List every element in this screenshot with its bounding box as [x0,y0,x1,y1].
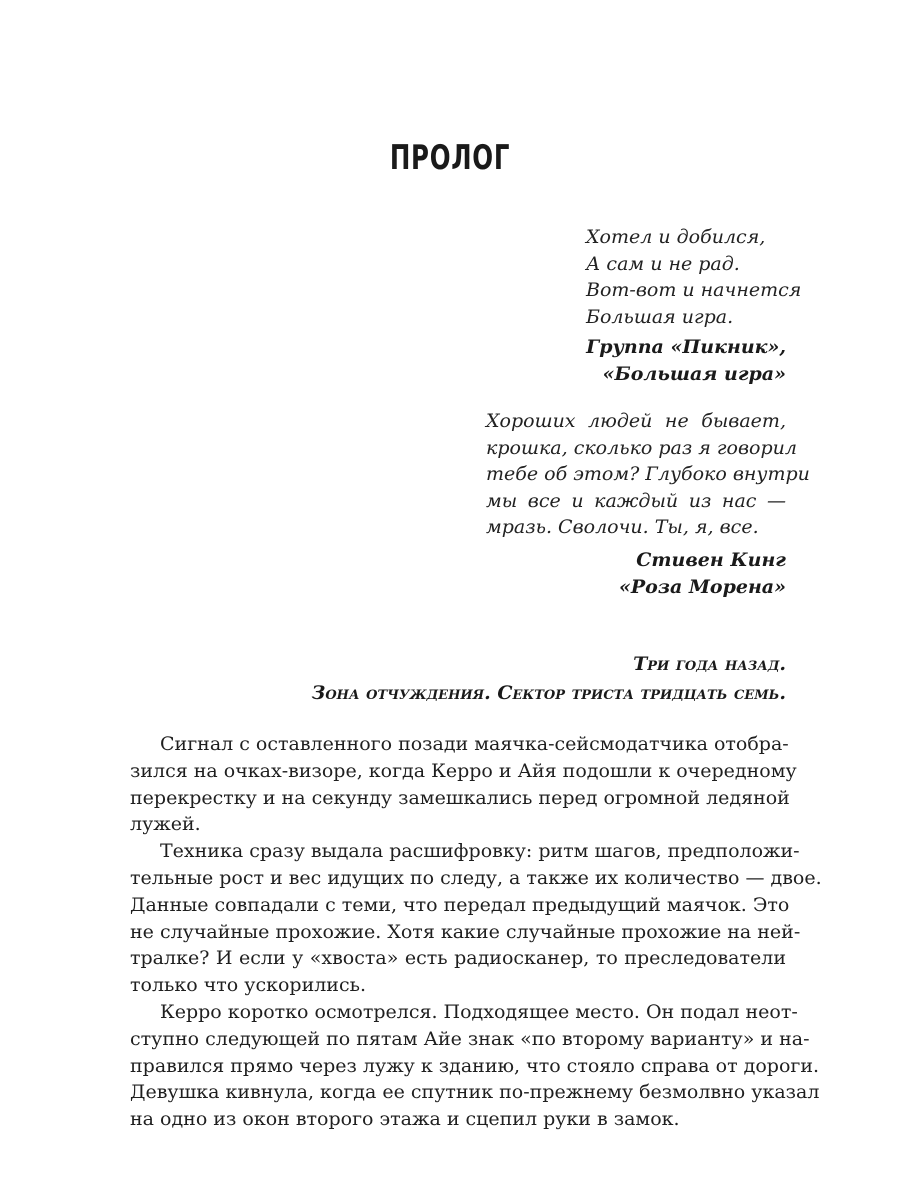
body-text [130,731,822,1133]
attribution-line: «Большая игра» [602,362,786,385]
paragraph-line: на одно из окон второго этажа и сцепил руки в замок. [130,1108,680,1131]
epigraph-second-attribution [619,547,786,600]
paragraph-line: Сигнал с оставленного позади маячка-сейсмодатчика отобра- [160,733,789,755]
paragraph-line: Техника сразу выдала расшифровку: ритм шагов, предположи- [160,840,800,863]
paragraph-line: ступно следующей по пятам Айе знак «по второму варианту» и на- [130,1027,810,1050]
paragraph-line: Данные совпадали с теми, что передал предыдущий маячок. Это [130,893,790,916]
paragraph-line: лужей. [130,813,201,836]
scene-time: Три года назад. [633,653,786,675]
epigraph-line: крошка, сколько раз я говорил [486,436,797,459]
epigraph-line: мы все и каждый из нас — [486,489,786,512]
paragraph-line: тралке? И если у «хвоста» есть радиосканер, то преследователи [130,947,786,970]
epigraph-line: Большая игра. [586,305,734,328]
epigraph-line: тебе об этом? Глубоко внутри [486,463,810,485]
paragraph-line: перекрестку и на секунду замешкались перед огромной ледяной [130,786,790,809]
epigraph-line: мразь. Сволочи. Ты, я, все. [486,516,759,538]
epigraph-line: Хотел и добился, [586,226,766,248]
epigraph-first-attribution [586,334,786,387]
epigraph-line: А сам и не рад. [586,252,740,275]
chapter-title: ПРОЛОГ [389,138,511,178]
scene-place: Зона отчуждения. Сектор триста тридцать семь. [311,682,786,704]
paragraph-line: Керро коротко осмотрелся. Подходящее место. Он подал неот- [160,1000,798,1023]
attribution-line: «Роза Морена» [618,575,786,598]
paragraph-line: Девушка кивнула, когда ее спутник по-прежнему безмолвно указал [130,1081,820,1104]
epigraph-second [486,408,810,541]
epigraph-line: Вот-вот и начнется [586,279,802,301]
paragraph-line: правился прямо через лужу к зданию, что стояло справа от дороги. [130,1054,820,1077]
paragraph-line: только что ускорились. [130,974,366,997]
attribution-line: Группа «Пикник», [586,336,786,358]
paragraph-line: не случайные прохожие. Хотя какие случайные прохожие на ней- [130,920,801,943]
epigraph-line: Хороших людей не бывает, [486,410,786,432]
paragraph-line: тельные рост и вес идущих по следу, а также их количество — двое. [130,866,822,889]
epigraph-first [586,224,801,330]
attribution-line: Стивен Кинг [636,549,786,571]
paragraph-line: зился на очках-визоре, когда Керро и Айя подошли к очередному [130,759,797,782]
scene-header [312,650,786,708]
